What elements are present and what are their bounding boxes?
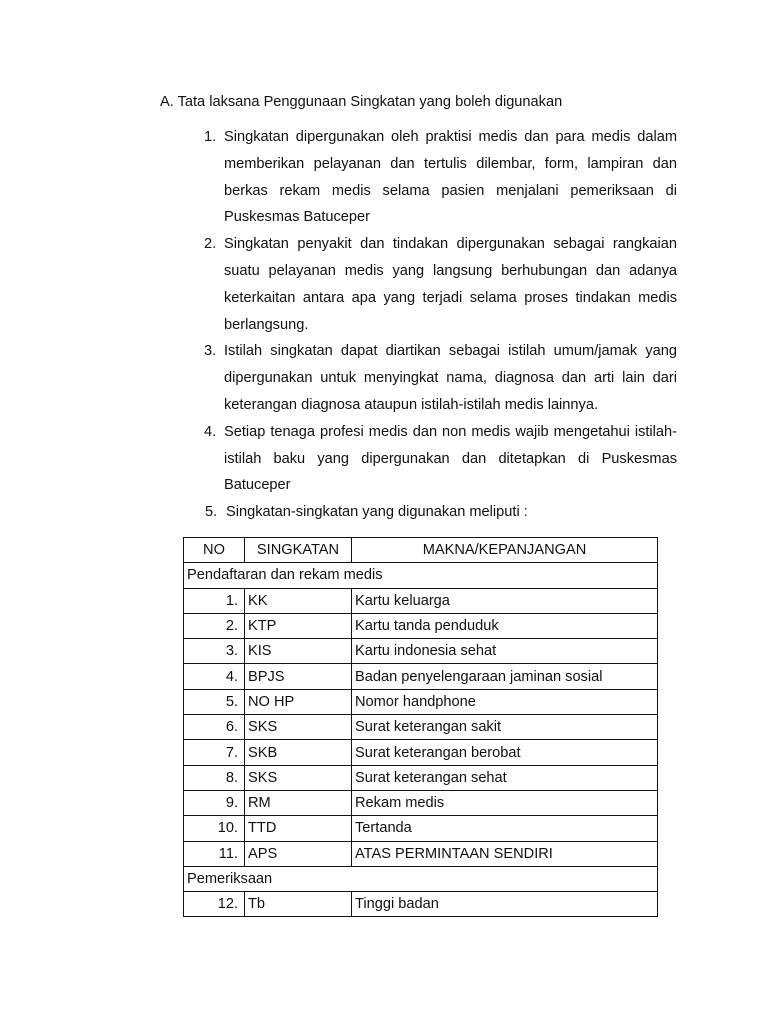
row-meaning: Rekam medis bbox=[352, 790, 658, 815]
row-meaning: Kartu indonesia sehat bbox=[352, 639, 658, 664]
abbreviation-table bbox=[183, 537, 658, 917]
row-meaning: Kartu keluarga bbox=[352, 588, 658, 613]
row-number: 4. bbox=[184, 664, 245, 689]
list-item-text: Setiap tenaga profesi medis dan non medis wajib mengetahui istilah-istilah baku yang dipergunakan dan ditetapkan di Puskesmas Batuceper bbox=[224, 423, 677, 494]
row-abbreviation: SKS bbox=[245, 765, 352, 790]
row-number: 1. bbox=[184, 588, 245, 613]
table-row bbox=[184, 613, 658, 638]
list-item-number: 4. bbox=[204, 423, 217, 440]
row-meaning: Surat keterangan berobat bbox=[352, 740, 658, 765]
header-abbreviation: SINGKATAN bbox=[245, 538, 352, 563]
row-number: 6. bbox=[184, 715, 245, 740]
row-abbreviation: KIS bbox=[245, 639, 352, 664]
row-meaning: Kartu tanda penduduk bbox=[352, 613, 658, 638]
row-meaning: Tinggi badan bbox=[352, 892, 658, 917]
row-abbreviation: TTD bbox=[245, 816, 352, 841]
list-item-number: 2. bbox=[204, 236, 217, 253]
table-row bbox=[184, 715, 658, 740]
list-item-text: Singkatan-singkatan yang digunakan meliputi : bbox=[226, 504, 528, 521]
row-abbreviation: BPJS bbox=[245, 664, 352, 689]
table-row bbox=[184, 790, 658, 815]
row-meaning: Tertanda bbox=[352, 816, 658, 841]
table-row bbox=[184, 740, 658, 765]
list-item-text: Istilah singkatan dapat diartikan sebagai istilah umum/jamak yang dipergunakan untuk menyingkat nama, diagnosa dan arti lain dari keterangan diagnosa ataupun istilah-istilah medis lainnya. bbox=[224, 343, 677, 413]
table-row bbox=[184, 765, 658, 790]
table-header-row bbox=[184, 538, 658, 563]
section-label: Pendaftaran dan rekam medis bbox=[184, 563, 658, 588]
row-abbreviation: Tb bbox=[245, 892, 352, 917]
row-abbreviation: APS bbox=[245, 841, 352, 866]
row-abbreviation: SKB bbox=[245, 740, 352, 765]
list-item-text: Singkatan dipergunakan oleh praktisi medis dan para medis dalam memberikan pelayanan dan tertulis dilembar, form, lampiran dan berkas rekam medis selama pasien menjalani pemeriksaan di Puskesmas Batuceper bbox=[224, 129, 677, 226]
row-number: 3. bbox=[184, 639, 245, 664]
numbered-list bbox=[204, 124, 677, 526]
list-item-number: 3. bbox=[204, 343, 217, 360]
list-item-number: 5. bbox=[205, 504, 218, 521]
row-meaning: Surat keterangan sehat bbox=[352, 765, 658, 790]
table-row bbox=[184, 816, 658, 841]
row-abbreviation: RM bbox=[245, 790, 352, 815]
row-meaning: Nomor handphone bbox=[352, 689, 658, 714]
row-number: 8. bbox=[184, 765, 245, 790]
row-meaning: ATAS PERMINTAAN SENDIRI bbox=[352, 841, 658, 866]
table-row bbox=[184, 664, 658, 689]
row-meaning: Surat keterangan sakit bbox=[352, 715, 658, 740]
table-section-row bbox=[184, 563, 658, 588]
row-meaning: Badan penyelengaraan jaminan sosial bbox=[352, 664, 658, 689]
list-item bbox=[204, 419, 677, 499]
list-item bbox=[204, 231, 677, 338]
section-heading: A. Tata laksana Penggunaan Singkatan yang boleh digunakan bbox=[160, 94, 563, 110]
row-number: 7. bbox=[184, 740, 245, 765]
row-number: 12. bbox=[184, 892, 245, 917]
list-item bbox=[204, 499, 677, 526]
list-item bbox=[204, 124, 677, 231]
list-item bbox=[204, 338, 677, 418]
table-row bbox=[184, 841, 658, 866]
table-row bbox=[184, 892, 658, 917]
header-no: NO bbox=[184, 538, 245, 563]
table-row bbox=[184, 689, 658, 714]
section-label: Pemeriksaan bbox=[184, 866, 658, 891]
table-row bbox=[184, 588, 658, 613]
row-number: 5. bbox=[184, 689, 245, 714]
list-item-number: 1. bbox=[204, 129, 217, 145]
row-number: 10. bbox=[184, 816, 245, 841]
row-abbreviation: SKS bbox=[245, 715, 352, 740]
header-meaning: MAKNA/KEPANJANGAN bbox=[352, 538, 658, 563]
table-row bbox=[184, 639, 658, 664]
row-abbreviation: NO HP bbox=[245, 689, 352, 714]
row-abbreviation: KTP bbox=[245, 613, 352, 638]
row-number: 11. bbox=[184, 841, 245, 866]
row-number: 9. bbox=[184, 790, 245, 815]
row-abbreviation: KK bbox=[245, 588, 352, 613]
table-section-row bbox=[184, 866, 658, 891]
row-number: 2. bbox=[184, 613, 245, 638]
list-item-text: Singkatan penyakit dan tindakan dipergunakan sebagai rangkaian suatu pelayanan medis yang langsung berhubungan dan adanya keterkaitan antara apa yang terjadi selama proses tindakan medis berlangsung. bbox=[224, 236, 677, 333]
